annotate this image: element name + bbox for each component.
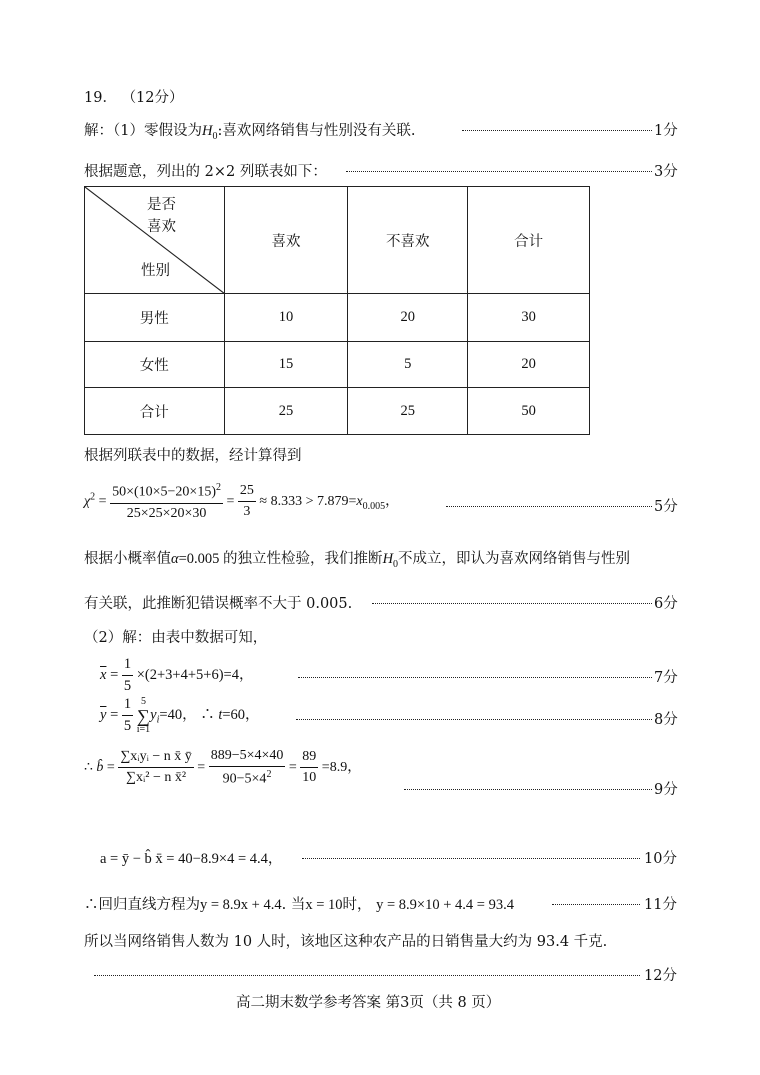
table-intro: 根据题意，列出的 2×2 列联表如下： [84, 164, 327, 180]
corner-mid: 喜欢 [147, 219, 176, 235]
score-leader [298, 677, 652, 678]
problem-number: 19． [84, 90, 117, 106]
equals-sign: = [110, 666, 119, 683]
fraction-25-3 [238, 483, 256, 520]
text: 不成立，即认为喜欢网络销售与性别 [398, 551, 631, 567]
equals-sign: = [226, 494, 235, 510]
bhat-general-fraction [118, 749, 193, 786]
equals-sign: = [110, 706, 119, 723]
row-label: 合计 [85, 388, 225, 435]
chi-square-formula [84, 482, 399, 522]
xbar-result: ×(2+3+4+5+6)=4， [136, 666, 254, 683]
sigma-icon: ∑ [137, 705, 150, 726]
fraction-numerator: 25 [238, 483, 256, 502]
chi-fraction [110, 482, 223, 522]
x-critical-subscript: 0.005 [362, 500, 386, 512]
chi-numerator: 50×(10×5−20×15) [112, 484, 216, 500]
hypothesis-text: :喜欢网络销售与性别没有关联. [217, 123, 416, 139]
page-footer: 高二期末数学参考答案 第3页（共 8 页） [236, 995, 501, 1011]
table-cell: 25 [224, 388, 348, 435]
score-5: 5分 [654, 499, 678, 515]
contingency-table [84, 186, 590, 435]
table-cell: 10 [224, 294, 348, 342]
ybar-result: =40， [159, 706, 197, 723]
xbar-formula [100, 656, 253, 695]
bhat-numeric-denominator: 90−5×4 [222, 771, 267, 787]
fraction-numerator: 1 [122, 656, 133, 676]
bhat-result: =8.9， [321, 760, 362, 776]
y-subscript: i [156, 714, 160, 726]
punct: ， [385, 494, 400, 510]
text: 时， [342, 897, 372, 913]
corner-top: 是否 [147, 197, 176, 213]
score-10: 10分 [644, 851, 677, 867]
row-label: 男性 [85, 294, 225, 342]
score-9: 9分 [654, 782, 678, 798]
fraction-denominator: 5 [123, 678, 132, 694]
exponent: 2 [266, 769, 272, 780]
score-11: 11分 [644, 897, 677, 913]
header-cell: 喜欢 [224, 187, 348, 294]
score-leader [446, 506, 652, 507]
equals-sign: = [197, 760, 206, 776]
chi-symbol: χ [84, 494, 91, 510]
table-cell: 30 [468, 294, 590, 342]
final-conclusion: 所以当网络销售人数为 10 人时，该地区这种农产品的日销售量大约为 93.4 千克. [84, 934, 608, 950]
independence-test-line1 [84, 547, 630, 570]
fraction-numerator: 89 [300, 749, 318, 768]
bhat-denominator: ∑xᵢ² − n x̄² [126, 770, 187, 786]
bhat-numeric-fraction [209, 748, 286, 788]
summation [137, 697, 150, 735]
header-cell: 合计 [468, 187, 590, 294]
ahat-formula: a = ȳ − b̂ x̄ = 40−8.9×4 = 4.4， [100, 851, 283, 867]
t-var: t [218, 706, 223, 723]
fraction-denominator: 3 [243, 504, 251, 520]
text: ∴回归直线方程为 [84, 897, 200, 913]
score-leader [302, 858, 640, 859]
part2-intro: （2）解：由表中数据可知， [84, 630, 268, 646]
bhat-symbol: b̂ [96, 760, 104, 776]
score-leader [552, 904, 640, 905]
hypothesis-prefix: 解：（1）零假设为 [84, 123, 202, 139]
table-cell: 20 [468, 342, 590, 388]
h-symbol: H [201, 123, 213, 139]
fraction-denominator: 10 [302, 770, 317, 786]
xbar-symbol: $\overline{x}$ [100, 666, 107, 683]
regression-line [84, 893, 514, 914]
chi-result: ≈ 8.333 > 7.879= [259, 494, 357, 510]
alpha-symbol: α [171, 551, 179, 567]
corner-bottom: 性别 [141, 263, 170, 279]
x-critical: x [356, 494, 363, 510]
text: 根据小概率值 [84, 551, 171, 567]
independence-test-line2: 有关联，此推断犯错误概率不大于 0.005. [84, 596, 353, 612]
score-leader [346, 171, 652, 172]
fraction-one-fifth [122, 696, 133, 735]
hypothesis-line [84, 119, 415, 142]
bhat-formula [84, 748, 361, 788]
fraction-numerator: 1 [122, 696, 133, 716]
table-row [85, 342, 590, 388]
table-cell: 15 [224, 342, 348, 388]
y-var: y [150, 706, 157, 723]
equals-sign: = [98, 494, 107, 510]
score-leader [462, 130, 652, 131]
table-cell: 50 [468, 388, 590, 435]
table-cell: 5 [348, 342, 468, 388]
bhat-numeric-numerator: 889−5×4×40 [209, 748, 286, 767]
problem-points: （12分） [121, 90, 184, 106]
bhat-numerator: ∑xᵢyᵢ − n x̄ ȳ [118, 749, 193, 768]
sum-upper: 5 [140, 695, 146, 707]
equals-sign: = [106, 760, 115, 776]
header-cell: 不喜欢 [348, 187, 468, 294]
score-leader [404, 789, 652, 790]
fraction-one-fifth [122, 656, 133, 695]
prediction-equation: y = 8.9×10 + 4.4 = 93.4 [376, 897, 514, 913]
row-label: 女性 [85, 342, 225, 388]
table-cell: 25 [348, 388, 468, 435]
table-cell: 20 [348, 294, 468, 342]
equals-sign: = [288, 760, 297, 776]
score-1: 1分 [654, 123, 678, 139]
text: =0.005 的独立性检验，我们推断 [178, 551, 383, 567]
h-subscript: 0 [212, 130, 218, 142]
h-subscript: 0 [393, 558, 399, 570]
text: . 当 [281, 897, 306, 913]
score-7: 7分 [654, 670, 678, 686]
score-3: 3分 [654, 164, 678, 180]
table-row [85, 388, 590, 435]
compute-intro: 根据列联表中的数据，经计算得到 [84, 448, 302, 464]
therefore-symbol: ∴ [84, 760, 93, 776]
table-row [85, 294, 590, 342]
score-leader [94, 975, 640, 976]
h-symbol: H [382, 551, 394, 567]
therefore-symbol: ∴ [200, 706, 215, 723]
regression-equation: y = 8.9x + 4.4 [200, 897, 282, 913]
table-corner-cell [85, 187, 225, 294]
x-condition: x = 10 [305, 897, 343, 913]
score-12: 12分 [644, 968, 677, 984]
numerator-exponent: 2 [215, 482, 221, 493]
score-leader [296, 719, 652, 720]
problem-header [84, 86, 184, 107]
chi-exponent: 2 [90, 491, 96, 503]
score-leader [372, 603, 652, 604]
fraction-89-10 [300, 749, 318, 786]
ybar-symbol: $\overline{y}$ [100, 706, 107, 723]
score-6: 6分 [654, 596, 678, 612]
fraction-denominator: 5 [123, 718, 132, 734]
sum-lower: i=1 [136, 723, 151, 735]
score-8: 8分 [654, 712, 678, 728]
ybar-formula [100, 696, 260, 735]
chi-denominator: 25×25×20×30 [126, 505, 207, 521]
t-result: =60， [222, 706, 260, 723]
